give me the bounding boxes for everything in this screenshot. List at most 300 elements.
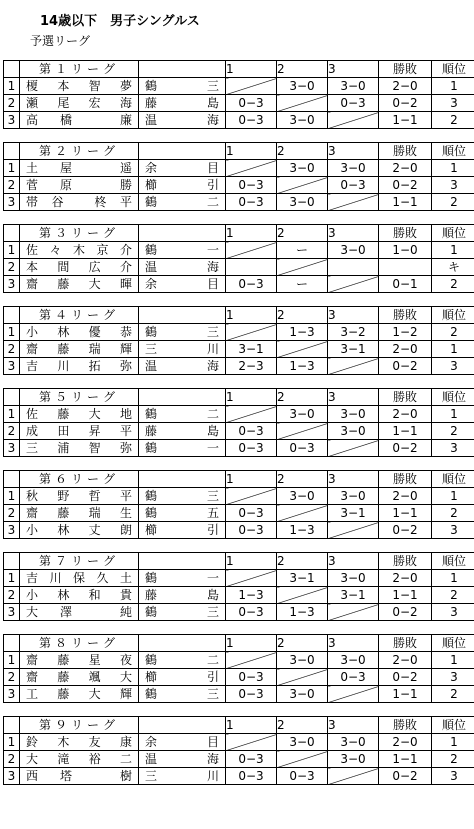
- player-row: [4, 160, 474, 177]
- char: 京: [96, 243, 109, 257]
- char: 海: [206, 260, 219, 274]
- spaced-text: [139, 669, 225, 685]
- player-number: 1: [4, 570, 20, 587]
- char: 鈴: [26, 735, 39, 749]
- league-table: [3, 60, 474, 129]
- spaced-text: [20, 194, 138, 210]
- char: 藤: [57, 687, 70, 701]
- char: 塔: [60, 769, 73, 783]
- char: 温: [145, 113, 158, 127]
- player-number: 2: [4, 587, 20, 604]
- char: 温: [145, 260, 158, 274]
- player-winloss: 0−2: [379, 358, 432, 375]
- player-club: [139, 242, 226, 259]
- self-match-cell: [328, 112, 379, 129]
- player-row: [4, 194, 474, 211]
- self-match-cell: [277, 587, 328, 604]
- char: 谷: [51, 195, 64, 209]
- spaced-text: [20, 423, 138, 439]
- char: 木: [72, 243, 85, 257]
- char: 藤: [57, 670, 70, 684]
- spaced-text: [20, 686, 138, 702]
- player-club: [139, 160, 226, 177]
- player-name: [20, 160, 139, 177]
- player-row: [4, 488, 474, 505]
- league-table: [3, 716, 474, 785]
- char: 星: [88, 653, 101, 667]
- char: [77, 194, 81, 210]
- spaced-text: [139, 587, 225, 603]
- spaced-text: [20, 570, 138, 586]
- char: [94, 112, 98, 128]
- char: 藤: [57, 407, 70, 421]
- match-result: 3−0: [328, 423, 379, 440]
- spaced-text: [139, 78, 225, 94]
- self-match-cell: [277, 505, 328, 522]
- char: 余: [145, 277, 158, 291]
- char: 藤: [145, 424, 158, 438]
- player-winloss: 2−0: [379, 78, 432, 95]
- header-rank: 順位: [432, 471, 474, 488]
- player-winloss: 2−0: [379, 406, 432, 423]
- header-match-1: 1: [226, 389, 277, 406]
- char: 弥: [119, 359, 132, 373]
- char: 土: [119, 571, 132, 585]
- player-rank: 1: [432, 242, 474, 259]
- player-row: [4, 242, 474, 259]
- player-number: 3: [4, 440, 20, 457]
- player-name: [20, 669, 139, 686]
- match-result: 0−3: [226, 686, 277, 703]
- match-result: 1−3: [277, 358, 328, 375]
- player-row: [4, 686, 474, 703]
- player-winloss: 2−0: [379, 734, 432, 751]
- player-row: [4, 652, 474, 669]
- page-subtitle: 予選リーグ: [30, 34, 91, 48]
- player-number: 1: [4, 652, 20, 669]
- spaced-text: [139, 112, 225, 128]
- player-club: [139, 194, 226, 211]
- char: 間: [57, 260, 70, 274]
- char: 地: [119, 407, 132, 421]
- char: 二: [206, 653, 219, 667]
- player-name: [20, 95, 139, 112]
- header-match-1: 1: [226, 143, 277, 160]
- char: 海: [119, 96, 132, 110]
- player-rank: 1: [432, 488, 474, 505]
- char: 温: [145, 752, 158, 766]
- char: 菅: [26, 178, 39, 192]
- char: 三: [206, 687, 219, 701]
- char: 橋: [60, 113, 73, 127]
- char: 藤: [145, 96, 158, 110]
- char: 瀬: [26, 96, 39, 110]
- league-header-row: [4, 61, 474, 78]
- char: 広: [88, 260, 101, 274]
- char: 林: [57, 325, 70, 339]
- header-winloss: 勝敗: [379, 307, 432, 324]
- char: 平: [119, 489, 132, 503]
- player-name: [20, 570, 139, 587]
- match-result: 0−3: [226, 505, 277, 522]
- char: 海: [206, 359, 219, 373]
- spaced-text: [139, 522, 225, 538]
- char: 三: [145, 769, 158, 783]
- char: 優: [88, 325, 101, 339]
- char: 櫛: [145, 670, 158, 684]
- self-match-cell: [328, 440, 379, 457]
- char: 引: [206, 178, 219, 192]
- char: 尾: [57, 96, 70, 110]
- char: 鶴: [145, 489, 158, 503]
- header-match-3: 3: [328, 553, 379, 570]
- header-rank: 順位: [432, 389, 474, 406]
- player-winloss: [379, 259, 432, 276]
- player-row: [4, 177, 474, 194]
- player-club: [139, 276, 226, 293]
- player-name: [20, 751, 139, 768]
- match-result: [226, 259, 277, 276]
- header-club-blank: [139, 143, 226, 160]
- player-club: [139, 78, 226, 95]
- char: 一: [206, 243, 219, 257]
- char: 恭: [119, 325, 132, 339]
- header-match-2: 2: [277, 225, 328, 242]
- self-match-cell: [226, 570, 277, 587]
- player-winloss: 1−1: [379, 587, 432, 604]
- match-result: 3−0: [277, 734, 328, 751]
- match-result: 0−3: [328, 95, 379, 112]
- match-result: 3−0: [328, 652, 379, 669]
- player-row: [4, 259, 474, 276]
- player-winloss: 0−2: [379, 440, 432, 457]
- match-result: 0−3: [226, 604, 277, 621]
- self-match-cell: [328, 768, 379, 785]
- player-rank: 1: [432, 734, 474, 751]
- player-name: [20, 587, 139, 604]
- player-club: [139, 177, 226, 194]
- match-result: 3−0: [277, 686, 328, 703]
- player-name: [20, 768, 139, 785]
- player-club: [139, 522, 226, 539]
- player-row: [4, 768, 474, 785]
- match-result: 1−3: [277, 522, 328, 539]
- char: 三: [26, 441, 39, 455]
- spaced-text: [20, 505, 138, 521]
- league-header-row: [4, 389, 474, 406]
- match-result: 3−1: [226, 341, 277, 358]
- spaced-text: [20, 276, 138, 292]
- char: 鶴: [145, 325, 158, 339]
- char: 瑞: [88, 342, 101, 356]
- player-rank: 1: [432, 78, 474, 95]
- player-rank: 3: [432, 177, 474, 194]
- header-match-2: 2: [277, 143, 328, 160]
- league-header-row: [4, 307, 474, 324]
- match-result: 1−3: [277, 324, 328, 341]
- league-table: [3, 552, 474, 621]
- spaced-text: [20, 669, 138, 685]
- player-row: [4, 406, 474, 423]
- player-club: [139, 259, 226, 276]
- header-rank: 順位: [432, 61, 474, 78]
- spaced-text: [20, 160, 138, 176]
- char: 貴: [119, 588, 132, 602]
- player-row: [4, 95, 474, 112]
- spaced-text: [139, 570, 225, 586]
- char: 三: [206, 605, 219, 619]
- player-club: [139, 95, 226, 112]
- char: 引: [206, 670, 219, 684]
- player-club: [139, 488, 226, 505]
- player-rank: 3: [432, 522, 474, 539]
- spaced-text: [139, 488, 225, 504]
- char: 目: [206, 161, 219, 175]
- league-table: [3, 224, 474, 293]
- header-match-3: 3: [328, 389, 379, 406]
- self-match-cell: [328, 604, 379, 621]
- match-result: 1−3: [277, 604, 328, 621]
- char: 康: [119, 735, 132, 749]
- player-number: 1: [4, 160, 20, 177]
- header-match-1: 1: [226, 635, 277, 652]
- char: 々: [49, 243, 62, 257]
- player-row: [4, 751, 474, 768]
- self-match-cell: [226, 652, 277, 669]
- spaced-text: [139, 242, 225, 258]
- player-name: [20, 324, 139, 341]
- match-result: 3−0: [277, 194, 328, 211]
- char: 弥: [119, 441, 132, 455]
- league-header-row: [4, 717, 474, 734]
- player-winloss: 2−0: [379, 160, 432, 177]
- spaced-text: [20, 440, 138, 456]
- player-number: 1: [4, 406, 20, 423]
- self-match-cell: [277, 341, 328, 358]
- player-winloss: 1−2: [379, 324, 432, 341]
- player-name: [20, 423, 139, 440]
- match-result: 3−0: [277, 406, 328, 423]
- player-club: [139, 652, 226, 669]
- char: 和: [88, 588, 101, 602]
- spaced-text: [139, 324, 225, 340]
- player-number: 2: [4, 259, 20, 276]
- spaced-text: [20, 358, 138, 374]
- spaced-text: [20, 341, 138, 357]
- char: 輝: [119, 342, 132, 356]
- league-name: 第８リーグ: [20, 635, 139, 652]
- char: 屋: [60, 161, 73, 175]
- player-row: [4, 440, 474, 457]
- char: 大: [88, 277, 101, 291]
- char: 二: [119, 752, 132, 766]
- spaced-text: [20, 242, 138, 258]
- char: 瑞: [88, 506, 101, 520]
- header-match-1: 1: [226, 225, 277, 242]
- player-row: [4, 341, 474, 358]
- player-winloss: 1−1: [379, 505, 432, 522]
- league-header-row: [4, 143, 474, 160]
- spaced-text: [20, 488, 138, 504]
- match-result: 0−3: [328, 177, 379, 194]
- char: 齋: [26, 670, 39, 684]
- spaced-text: [139, 160, 225, 176]
- match-result: 3−0: [328, 406, 379, 423]
- char: 三: [206, 325, 219, 339]
- char: 平: [119, 424, 132, 438]
- player-number: 1: [4, 242, 20, 259]
- player-rank: 2: [432, 112, 474, 129]
- self-match-cell: [328, 522, 379, 539]
- char: 藤: [57, 342, 70, 356]
- char: 鶴: [145, 571, 158, 585]
- player-rank: 2: [432, 686, 474, 703]
- player-rank: 1: [432, 406, 474, 423]
- spaced-text: [139, 734, 225, 750]
- spaced-text: [20, 751, 138, 767]
- player-club: [139, 440, 226, 457]
- char: 鶴: [145, 243, 158, 257]
- header-club-blank: [139, 307, 226, 324]
- char: 大: [119, 670, 132, 684]
- header-club-blank: [139, 225, 226, 242]
- char: 小: [26, 523, 39, 537]
- char: 鶴: [145, 441, 158, 455]
- char: 二: [206, 407, 219, 421]
- char: 鶴: [145, 407, 158, 421]
- player-winloss: 2−0: [379, 341, 432, 358]
- header-rank: 順位: [432, 307, 474, 324]
- char: 鶴: [145, 605, 158, 619]
- header-match-2: 2: [277, 471, 328, 488]
- self-match-cell: [277, 669, 328, 686]
- header-blank: [4, 61, 20, 78]
- header-winloss: 勝敗: [379, 635, 432, 652]
- header-club-blank: [139, 717, 226, 734]
- self-match-cell: [226, 734, 277, 751]
- player-number: 2: [4, 505, 20, 522]
- spaced-text: [20, 768, 138, 784]
- match-result: 0−3: [226, 423, 277, 440]
- char: 一: [206, 571, 219, 585]
- header-rank: 順位: [432, 717, 474, 734]
- char: 吉: [26, 359, 39, 373]
- char: 大: [88, 407, 101, 421]
- match-result: 3−1: [328, 341, 379, 358]
- char: 余: [145, 735, 158, 749]
- char: 平: [119, 195, 132, 209]
- league-name: 第９リーグ: [20, 717, 139, 734]
- player-club: [139, 423, 226, 440]
- char: 鶴: [145, 79, 158, 93]
- player-row: [4, 423, 474, 440]
- player-number: 3: [4, 358, 20, 375]
- char: 三: [206, 79, 219, 93]
- header-match-1: 1: [226, 307, 277, 324]
- header-rank: 順位: [432, 553, 474, 570]
- char: 夜: [119, 653, 132, 667]
- match-result: 3−0: [277, 112, 328, 129]
- player-row: [4, 734, 474, 751]
- char: 藤: [57, 653, 70, 667]
- player-number: 2: [4, 177, 20, 194]
- char: 夢: [119, 79, 132, 93]
- league-name: 第７リーグ: [20, 553, 139, 570]
- player-row: [4, 570, 474, 587]
- player-number: 1: [4, 734, 20, 751]
- char: 工: [26, 687, 39, 701]
- header-club-blank: [139, 553, 226, 570]
- header-match-3: 3: [328, 307, 379, 324]
- char: 櫛: [145, 178, 158, 192]
- player-club: [139, 751, 226, 768]
- player-rank: 3: [432, 95, 474, 112]
- player-row: [4, 112, 474, 129]
- match-result: 0−3: [226, 522, 277, 539]
- header-match-3: 3: [328, 143, 379, 160]
- char: 三: [145, 342, 158, 356]
- char: 大: [88, 687, 101, 701]
- char: 川: [206, 342, 219, 356]
- char: 木: [57, 735, 70, 749]
- header-blank: [4, 389, 20, 406]
- char: 引: [206, 523, 219, 537]
- spaced-text: [139, 751, 225, 767]
- char: 齋: [26, 277, 39, 291]
- char: 目: [206, 735, 219, 749]
- league-table: [3, 470, 474, 539]
- match-result: 0−3: [328, 669, 379, 686]
- char: 保: [72, 571, 85, 585]
- player-name: [20, 505, 139, 522]
- player-club: [139, 686, 226, 703]
- player-name: [20, 440, 139, 457]
- char: 帯: [26, 195, 39, 209]
- player-rank: 3: [432, 604, 474, 621]
- header-winloss: 勝敗: [379, 143, 432, 160]
- player-club: [139, 604, 226, 621]
- char: [94, 177, 98, 193]
- player-rank: 3: [432, 358, 474, 375]
- char: 藤: [57, 506, 70, 520]
- char: 友: [88, 735, 101, 749]
- player-winloss: 0−2: [379, 177, 432, 194]
- self-match-cell: [328, 686, 379, 703]
- char: 榎: [26, 79, 39, 93]
- self-match-cell: [226, 78, 277, 95]
- header-rank: 順位: [432, 143, 474, 160]
- header-match-2: 2: [277, 307, 328, 324]
- char: 鶴: [145, 506, 158, 520]
- spaced-text: [20, 112, 138, 128]
- spaced-text: [20, 587, 138, 603]
- player-club: [139, 358, 226, 375]
- spaced-text: [20, 406, 138, 422]
- self-match-cell: [328, 276, 379, 293]
- header-winloss: 勝敗: [379, 61, 432, 78]
- char: 秋: [26, 489, 39, 503]
- char: 一: [206, 441, 219, 455]
- header-match-1: 1: [226, 471, 277, 488]
- header-match-2: 2: [277, 553, 328, 570]
- char: 佐: [26, 407, 39, 421]
- self-match-cell: [226, 160, 277, 177]
- char: 浦: [57, 441, 70, 455]
- league-name: 第５リーグ: [20, 389, 139, 406]
- match-result: 0−3: [226, 440, 277, 457]
- char: 林: [57, 523, 70, 537]
- player-number: 2: [4, 341, 20, 358]
